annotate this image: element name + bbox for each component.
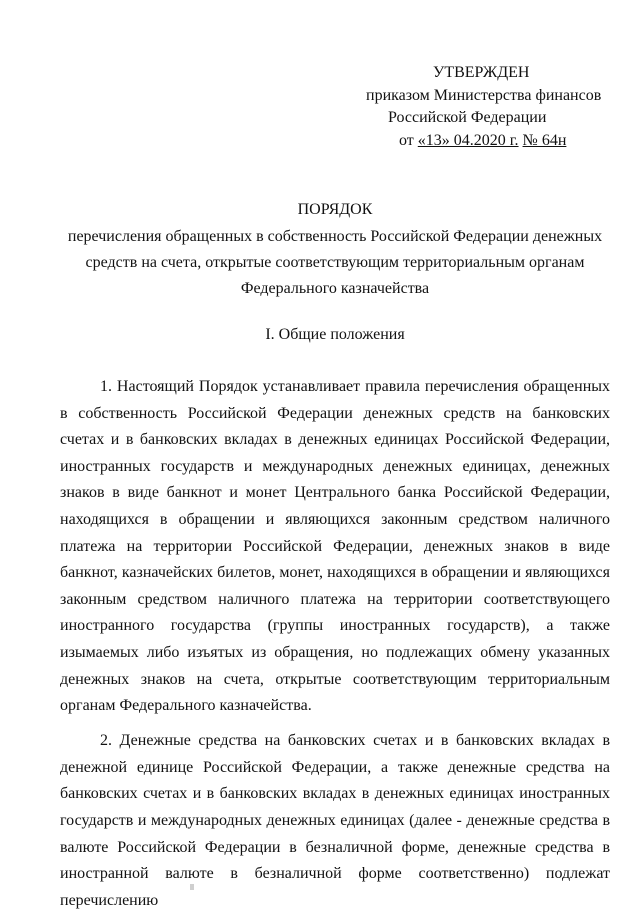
approval-order-line: приказом Министерства финансов <box>366 86 602 104</box>
document-body <box>60 374 610 923</box>
scan-artifact <box>190 884 194 890</box>
approval-title: УТВЕРЖДЕН <box>433 64 530 81</box>
paragraph-1: 1. Настоящий Порядок устанавливает правила перечисления обращенных в собственность Российской Федерации денежных средств на банковских счетах и в банковских вкладах в денежных единицах Российской Федерации, иностранных государств и международных денежных единицах, денежных знаков в виде банкнот и монет Центрального банка Российской Федерации, находящихся в обращении и являющихся законным средством наличного платежа на территории Российской Федерации, денежных знаков в виде банкнот, казначейских билетов, монет, находящихся в обращении и являющихся законным средством наличного платежа на территории соответствующего иностранного государства (группы иностранных государств), а также изымаемых либо изъятых из обращения, но подлежащих обмену указанных денежных знаков на счета, открытые соответствующим территориальным органам Федерального казначейства. <box>60 378 610 715</box>
document-title: ПОРЯДОК <box>297 201 373 218</box>
approval-date-prefix: от <box>399 131 418 149</box>
subtitle-line-1: перечисления обращенных в собственность Российской Федерации денежных <box>67 228 603 245</box>
paragraph-2: 2. Денежные средства на банковских счетах и в банковских вкладах в денежной единице Российской Федерации, а также денежные средства на банковских счетах и в банковских вкладах в денежных единицах иностранных государств и международных денежных единицах (далее - денежные средства в валюте Российской Федерации в безналичной форме, денежные средства в иностранной валюте в безналичной форме соответственно) подлежат перечислению <box>60 732 610 909</box>
approval-stamp <box>360 62 610 152</box>
approval-date: «13» 04.2020 г. <box>417 131 519 149</box>
subtitle-line-3: Федерального казначейства <box>240 280 430 297</box>
approval-number: № 64н <box>522 131 567 149</box>
subtitle-line-2: средств на счета, открытые соответствующим территориальным органам <box>85 254 585 271</box>
approval-country-line: Российской Федерации <box>388 109 547 126</box>
section-heading: I. Общие положения <box>265 326 405 343</box>
approval-date-line <box>360 130 610 153</box>
document-subtitle <box>60 224 610 302</box>
